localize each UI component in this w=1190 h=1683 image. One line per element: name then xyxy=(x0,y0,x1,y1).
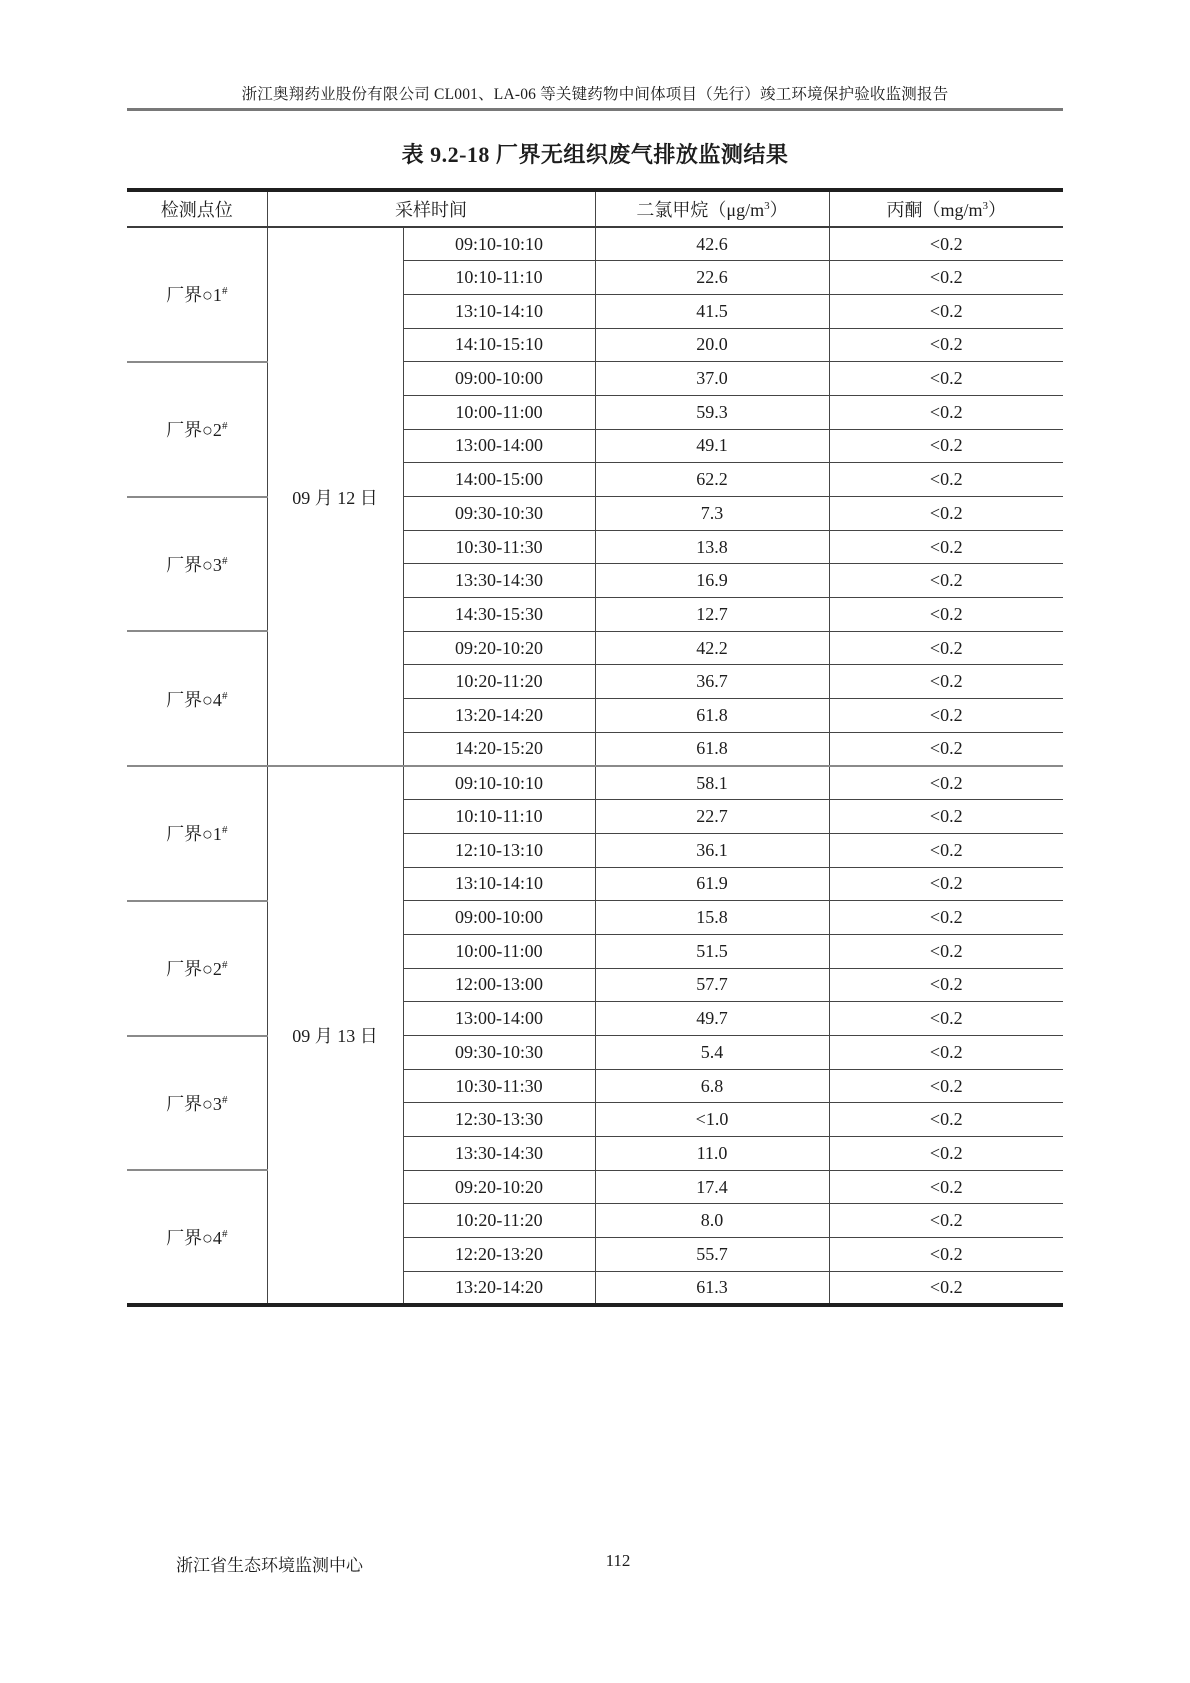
dcm-value-cell: 49.1 xyxy=(595,429,829,463)
sampling-time-cell: 10:10-11:10 xyxy=(403,261,595,295)
acetone-value-cell: <0.2 xyxy=(829,261,1063,295)
acetone-value-cell: <0.2 xyxy=(829,867,1063,901)
table-header-row xyxy=(127,190,1063,227)
monitoring-point-cell: 厂界○1# xyxy=(127,227,267,362)
dcm-value-cell: 59.3 xyxy=(595,395,829,429)
dcm-value-cell: 61.3 xyxy=(595,1271,829,1305)
sampling-time-cell: 10:00-11:00 xyxy=(403,934,595,968)
point-superscript: # xyxy=(221,1093,228,1106)
sampling-date-cell: 09 月 13 日 xyxy=(267,766,403,1305)
acetone-value-cell: <0.2 xyxy=(829,631,1063,665)
dcm-value-cell: 58.1 xyxy=(595,766,829,800)
acetone-value-cell: <0.2 xyxy=(829,1069,1063,1103)
dcm-value-cell: 6.8 xyxy=(595,1069,829,1103)
table-row xyxy=(127,227,1063,261)
acetone-value-cell: <0.2 xyxy=(829,766,1063,800)
acetone-header-text: 丙酮（mg/m xyxy=(886,200,983,220)
sampling-time-cell: 12:10-13:10 xyxy=(403,833,595,867)
acetone-value-cell: <0.2 xyxy=(829,429,1063,463)
sampling-time-cell: 10:10-11:10 xyxy=(403,800,595,834)
header-divider xyxy=(127,108,1063,111)
acetone-value-cell: <0.2 xyxy=(829,1103,1063,1137)
sampling-time-cell: 13:10-14:10 xyxy=(403,294,595,328)
sampling-time-cell: 14:10-15:10 xyxy=(403,328,595,362)
acetone-value-cell: <0.2 xyxy=(829,395,1063,429)
acetone-value-cell: <0.2 xyxy=(829,901,1063,935)
acetone-value-cell: <0.2 xyxy=(829,665,1063,699)
sampling-time-cell: 10:20-11:20 xyxy=(403,665,595,699)
sampling-time-cell: 09:10-10:10 xyxy=(403,766,595,800)
monitoring-point-cell: 厂界○4# xyxy=(127,1170,267,1305)
acetone-value-cell: <0.2 xyxy=(829,1002,1063,1036)
point-superscript: # xyxy=(221,824,228,837)
dcm-value-cell: 42.6 xyxy=(595,227,829,261)
acetone-value-cell: <0.2 xyxy=(829,1271,1063,1305)
monitoring-point-cell: 厂界○1# xyxy=(127,766,267,901)
acetone-value-cell: <0.2 xyxy=(829,968,1063,1002)
sampling-time-cell: 14:00-15:00 xyxy=(403,463,595,497)
acetone-value-cell: <0.2 xyxy=(829,800,1063,834)
dcm-value-cell: 5.4 xyxy=(595,1036,829,1070)
footer-organization: 浙江省生态环境监测中心 xyxy=(176,1556,363,1575)
table-row xyxy=(127,766,1063,800)
dcm-header-close: ） xyxy=(769,200,788,220)
page-title: 表 9.2-18 厂界无组织废气排放监测结果 xyxy=(401,142,789,167)
sampling-time-cell: 10:30-11:30 xyxy=(403,530,595,564)
dcm-value-cell: 12.7 xyxy=(595,598,829,632)
monitoring-point-cell: 厂界○4# xyxy=(127,631,267,766)
dcm-value-cell: 42.2 xyxy=(595,631,829,665)
dcm-value-cell: 61.8 xyxy=(595,732,829,766)
dcm-header-sup: 3 xyxy=(764,200,770,212)
sampling-time-cell: 09:20-10:20 xyxy=(403,1170,595,1204)
dcm-value-cell: 37.0 xyxy=(595,362,829,396)
point-superscript: # xyxy=(221,554,228,567)
acetone-value-cell: <0.2 xyxy=(829,294,1063,328)
dcm-value-cell: 20.0 xyxy=(595,328,829,362)
page-number: 112 xyxy=(605,1551,631,1570)
dcm-value-cell: 22.6 xyxy=(595,261,829,295)
point-superscript: # xyxy=(221,1228,228,1241)
dcm-value-cell: 61.8 xyxy=(595,699,829,733)
acetone-value-cell: <0.2 xyxy=(829,463,1063,497)
dcm-value-cell: 7.3 xyxy=(595,497,829,531)
sampling-time-cell: 13:30-14:30 xyxy=(403,564,595,598)
sampling-time-cell: 12:30-13:30 xyxy=(403,1103,595,1137)
acetone-value-cell: <0.2 xyxy=(829,1137,1063,1171)
sampling-time-cell: 13:20-14:20 xyxy=(403,699,595,733)
sampling-time-cell: 09:00-10:00 xyxy=(403,901,595,935)
acetone-value-cell: <0.2 xyxy=(829,699,1063,733)
col-header-monitoring-point: 检测点位 xyxy=(127,190,267,227)
dcm-value-cell: 15.8 xyxy=(595,901,829,935)
monitoring-results-table xyxy=(127,188,1063,1307)
acetone-header-close: ） xyxy=(988,200,1006,220)
sampling-time-cell: 09:00-10:00 xyxy=(403,362,595,396)
acetone-value-cell: <0.2 xyxy=(829,1238,1063,1272)
monitoring-point-cell: 厂界○2# xyxy=(127,362,267,497)
acetone-value-cell: <0.2 xyxy=(829,598,1063,632)
monitoring-point-cell: 厂界○3# xyxy=(127,497,267,632)
acetone-value-cell: <0.2 xyxy=(829,530,1063,564)
acetone-value-cell: <0.2 xyxy=(829,362,1063,396)
col-header-acetone xyxy=(829,190,1063,227)
acetone-value-cell: <0.2 xyxy=(829,1170,1063,1204)
dcm-value-cell: 62.2 xyxy=(595,463,829,497)
dcm-value-cell: 36.1 xyxy=(595,833,829,867)
sampling-time-cell: 12:00-13:00 xyxy=(403,968,595,1002)
sampling-time-cell: 13:30-14:30 xyxy=(403,1137,595,1171)
sampling-time-cell: 14:30-15:30 xyxy=(403,598,595,632)
col-header-sampling-time: 采样时间 xyxy=(267,190,595,227)
document-header: 浙江奥翔药业股份有限公司 CL001、LA-06 等关键药物中间体项目（先行）竣工环境保护验收监测报告 xyxy=(241,86,949,103)
sampling-time-cell: 10:20-11:20 xyxy=(403,1204,595,1238)
sampling-time-cell: 10:00-11:00 xyxy=(403,395,595,429)
dcm-value-cell: 8.0 xyxy=(595,1204,829,1238)
dcm-value-cell: 61.9 xyxy=(595,867,829,901)
acetone-value-cell: <0.2 xyxy=(829,833,1063,867)
sampling-time-cell: 12:20-13:20 xyxy=(403,1238,595,1272)
acetone-value-cell: <0.2 xyxy=(829,227,1063,261)
acetone-value-cell: <0.2 xyxy=(829,732,1063,766)
point-superscript: # xyxy=(221,285,228,298)
dcm-value-cell: 55.7 xyxy=(595,1238,829,1272)
acetone-header-sup: 3 xyxy=(982,200,988,212)
sampling-time-cell: 14:20-15:20 xyxy=(403,732,595,766)
acetone-value-cell: <0.2 xyxy=(829,1204,1063,1238)
dcm-value-cell: 41.5 xyxy=(595,294,829,328)
dcm-value-cell: 51.5 xyxy=(595,934,829,968)
point-superscript: # xyxy=(221,420,228,433)
sampling-date-cell: 09 月 12 日 xyxy=(267,227,403,766)
monitoring-point-cell: 厂界○3# xyxy=(127,1036,267,1171)
dcm-value-cell: 16.9 xyxy=(595,564,829,598)
dcm-value-cell: 17.4 xyxy=(595,1170,829,1204)
dcm-value-cell: 13.8 xyxy=(595,530,829,564)
sampling-time-cell: 13:20-14:20 xyxy=(403,1271,595,1305)
sampling-time-cell: 09:20-10:20 xyxy=(403,631,595,665)
sampling-time-cell: 09:10-10:10 xyxy=(403,227,595,261)
dcm-value-cell: <1.0 xyxy=(595,1103,829,1137)
monitoring-point-cell: 厂界○2# xyxy=(127,901,267,1036)
sampling-time-cell: 13:10-14:10 xyxy=(403,867,595,901)
sampling-time-cell: 09:30-10:30 xyxy=(403,497,595,531)
point-superscript: # xyxy=(221,959,228,972)
acetone-value-cell: <0.2 xyxy=(829,1036,1063,1070)
sampling-time-cell: 09:30-10:30 xyxy=(403,1036,595,1070)
dcm-value-cell: 57.7 xyxy=(595,968,829,1002)
dcm-header-text: 二氯甲烷（μg/m xyxy=(636,200,765,220)
dcm-value-cell: 36.7 xyxy=(595,665,829,699)
dcm-value-cell: 49.7 xyxy=(595,1002,829,1036)
sampling-time-cell: 10:30-11:30 xyxy=(403,1069,595,1103)
acetone-value-cell: <0.2 xyxy=(829,328,1063,362)
sampling-time-cell: 13:00-14:00 xyxy=(403,1002,595,1036)
dcm-value-cell: 22.7 xyxy=(595,800,829,834)
acetone-value-cell: <0.2 xyxy=(829,497,1063,531)
dcm-value-cell: 11.0 xyxy=(595,1137,829,1171)
point-superscript: # xyxy=(221,689,228,702)
acetone-value-cell: <0.2 xyxy=(829,934,1063,968)
acetone-value-cell: <0.2 xyxy=(829,564,1063,598)
col-header-dichloromethane xyxy=(595,190,829,227)
monitoring-table-body xyxy=(127,227,1063,1305)
sampling-time-cell: 13:00-14:00 xyxy=(403,429,595,463)
